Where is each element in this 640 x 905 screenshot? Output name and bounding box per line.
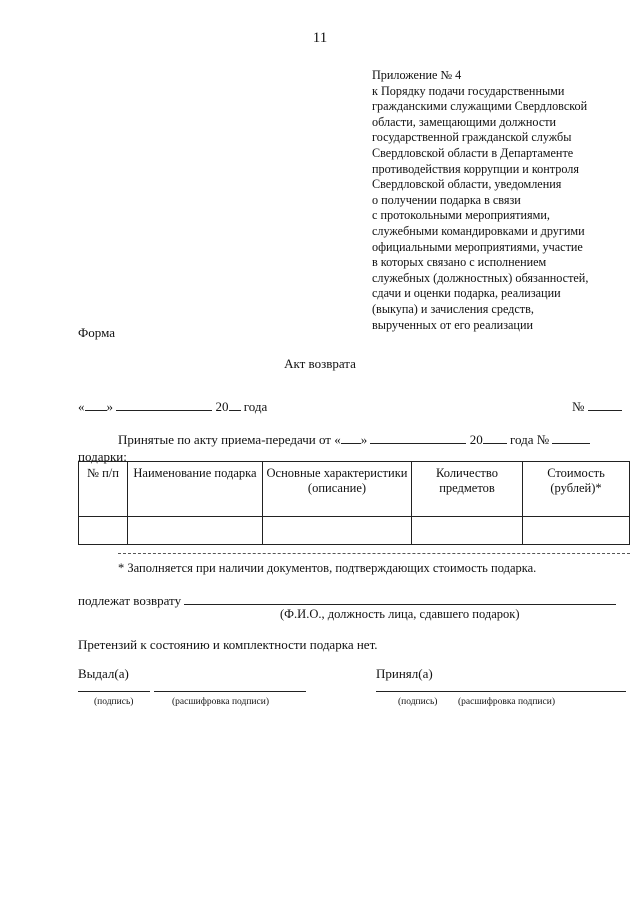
column-header: Наименование подарка bbox=[128, 462, 263, 517]
received-label: Принял(а) bbox=[376, 666, 433, 681]
act-date-line bbox=[78, 399, 267, 415]
issued-label: Выдал(а) bbox=[78, 666, 129, 681]
appendix-line: гражданскими служащими Свердловской bbox=[372, 99, 588, 114]
signature-caption: (подпись) bbox=[398, 697, 438, 707]
appendix-line: к Порядку подачи государственными bbox=[372, 83, 565, 98]
appendix-line: с протокольными мероприятиями, bbox=[372, 208, 550, 223]
gifts-label: подарки: bbox=[78, 449, 127, 464]
year-blank[interactable] bbox=[229, 399, 241, 411]
signature-caption: (подпись) bbox=[94, 697, 134, 707]
month-blank[interactable] bbox=[116, 399, 212, 411]
appendix-line: вырученных от его реализации bbox=[372, 317, 533, 332]
column-header: Основные характеристики (описание) bbox=[263, 462, 412, 517]
appendix-line: Свердловской области в Департаменте bbox=[372, 145, 574, 160]
return-label: подлежат возврату bbox=[78, 593, 182, 608]
accept-month-blank[interactable] bbox=[370, 432, 466, 444]
received-signature-line[interactable] bbox=[376, 691, 626, 692]
year-suffix: года № bbox=[509, 432, 550, 447]
accept-year-blank[interactable] bbox=[483, 432, 507, 444]
column-header: Стоимость (рублей)* bbox=[523, 462, 630, 517]
appendix-line: о получении подарка в связи bbox=[372, 192, 521, 207]
page-number: 11 bbox=[312, 30, 328, 46]
table-cell[interactable] bbox=[128, 517, 263, 545]
document-title: Акт возврата bbox=[284, 356, 356, 371]
table-row bbox=[79, 517, 630, 545]
column-header: Количество предметов bbox=[412, 462, 523, 517]
table-cell[interactable] bbox=[412, 517, 523, 545]
issued-signature-line[interactable] bbox=[78, 691, 150, 692]
appendix-line: официальными мероприятиями, участие bbox=[372, 239, 583, 254]
quote-close: » bbox=[360, 432, 368, 447]
appendix-line: (выкупа) и зачисления средств, bbox=[372, 301, 534, 316]
gifts-table bbox=[78, 461, 630, 545]
table-cell[interactable] bbox=[523, 517, 630, 545]
accepted-text: Принятые по акту приема-передачи от « bbox=[118, 432, 341, 447]
return-caption: (Ф.И.О., должность лица, сдавшего подарок) bbox=[280, 607, 520, 621]
appendix-line: Свердловской области, уведомления bbox=[372, 177, 562, 192]
table-cell[interactable] bbox=[79, 517, 128, 545]
act-number bbox=[572, 399, 622, 415]
decoding-caption: (расшифровка подписи) bbox=[458, 697, 555, 707]
accept-number-blank[interactable] bbox=[552, 432, 590, 444]
appendix-line: сдачи и оценки подарка, реализации bbox=[372, 286, 561, 301]
appendix-line: государственной гражданской службы bbox=[372, 130, 572, 145]
year-suffix: года bbox=[243, 399, 268, 414]
appendix-line: служебными командировками и другими bbox=[372, 223, 585, 238]
year-prefix: 20 bbox=[215, 399, 229, 414]
day-blank[interactable] bbox=[85, 399, 107, 411]
footnote: * Заполняется при наличии документов, подтверждающих стоимость подарка. bbox=[118, 561, 537, 575]
appendix-line: Приложение № 4 bbox=[372, 68, 462, 82]
year-prefix: 20 bbox=[469, 432, 483, 447]
number-sign: № bbox=[572, 399, 585, 414]
accept-day-blank[interactable] bbox=[341, 432, 361, 444]
quote-close: » bbox=[106, 399, 113, 414]
appendix-line: противодействия коррупции и контроля bbox=[372, 161, 579, 176]
decoding-caption: (расшифровка подписи) bbox=[172, 697, 269, 707]
table-header-row bbox=[79, 462, 630, 517]
footnote-divider bbox=[118, 553, 630, 554]
act-number-blank[interactable] bbox=[588, 399, 622, 411]
appendix-line: служебных (должностных) обязанностей, bbox=[372, 270, 589, 285]
issued-decoding-line[interactable] bbox=[154, 691, 306, 692]
quote-open: « bbox=[78, 399, 85, 414]
column-header: № п/п bbox=[79, 462, 128, 517]
claims-statement: Претензий к состоянию и комплектности подарка нет. bbox=[78, 637, 378, 652]
table-cell[interactable] bbox=[263, 517, 412, 545]
return-person-blank[interactable] bbox=[184, 593, 616, 605]
appendix-line: области, замещающими должности bbox=[372, 114, 557, 129]
accepted-paragraph bbox=[78, 431, 630, 465]
appendix-line: в которых связано с исполнением bbox=[372, 255, 547, 270]
appendix-header bbox=[372, 68, 634, 333]
form-label: Форма bbox=[78, 325, 115, 340]
